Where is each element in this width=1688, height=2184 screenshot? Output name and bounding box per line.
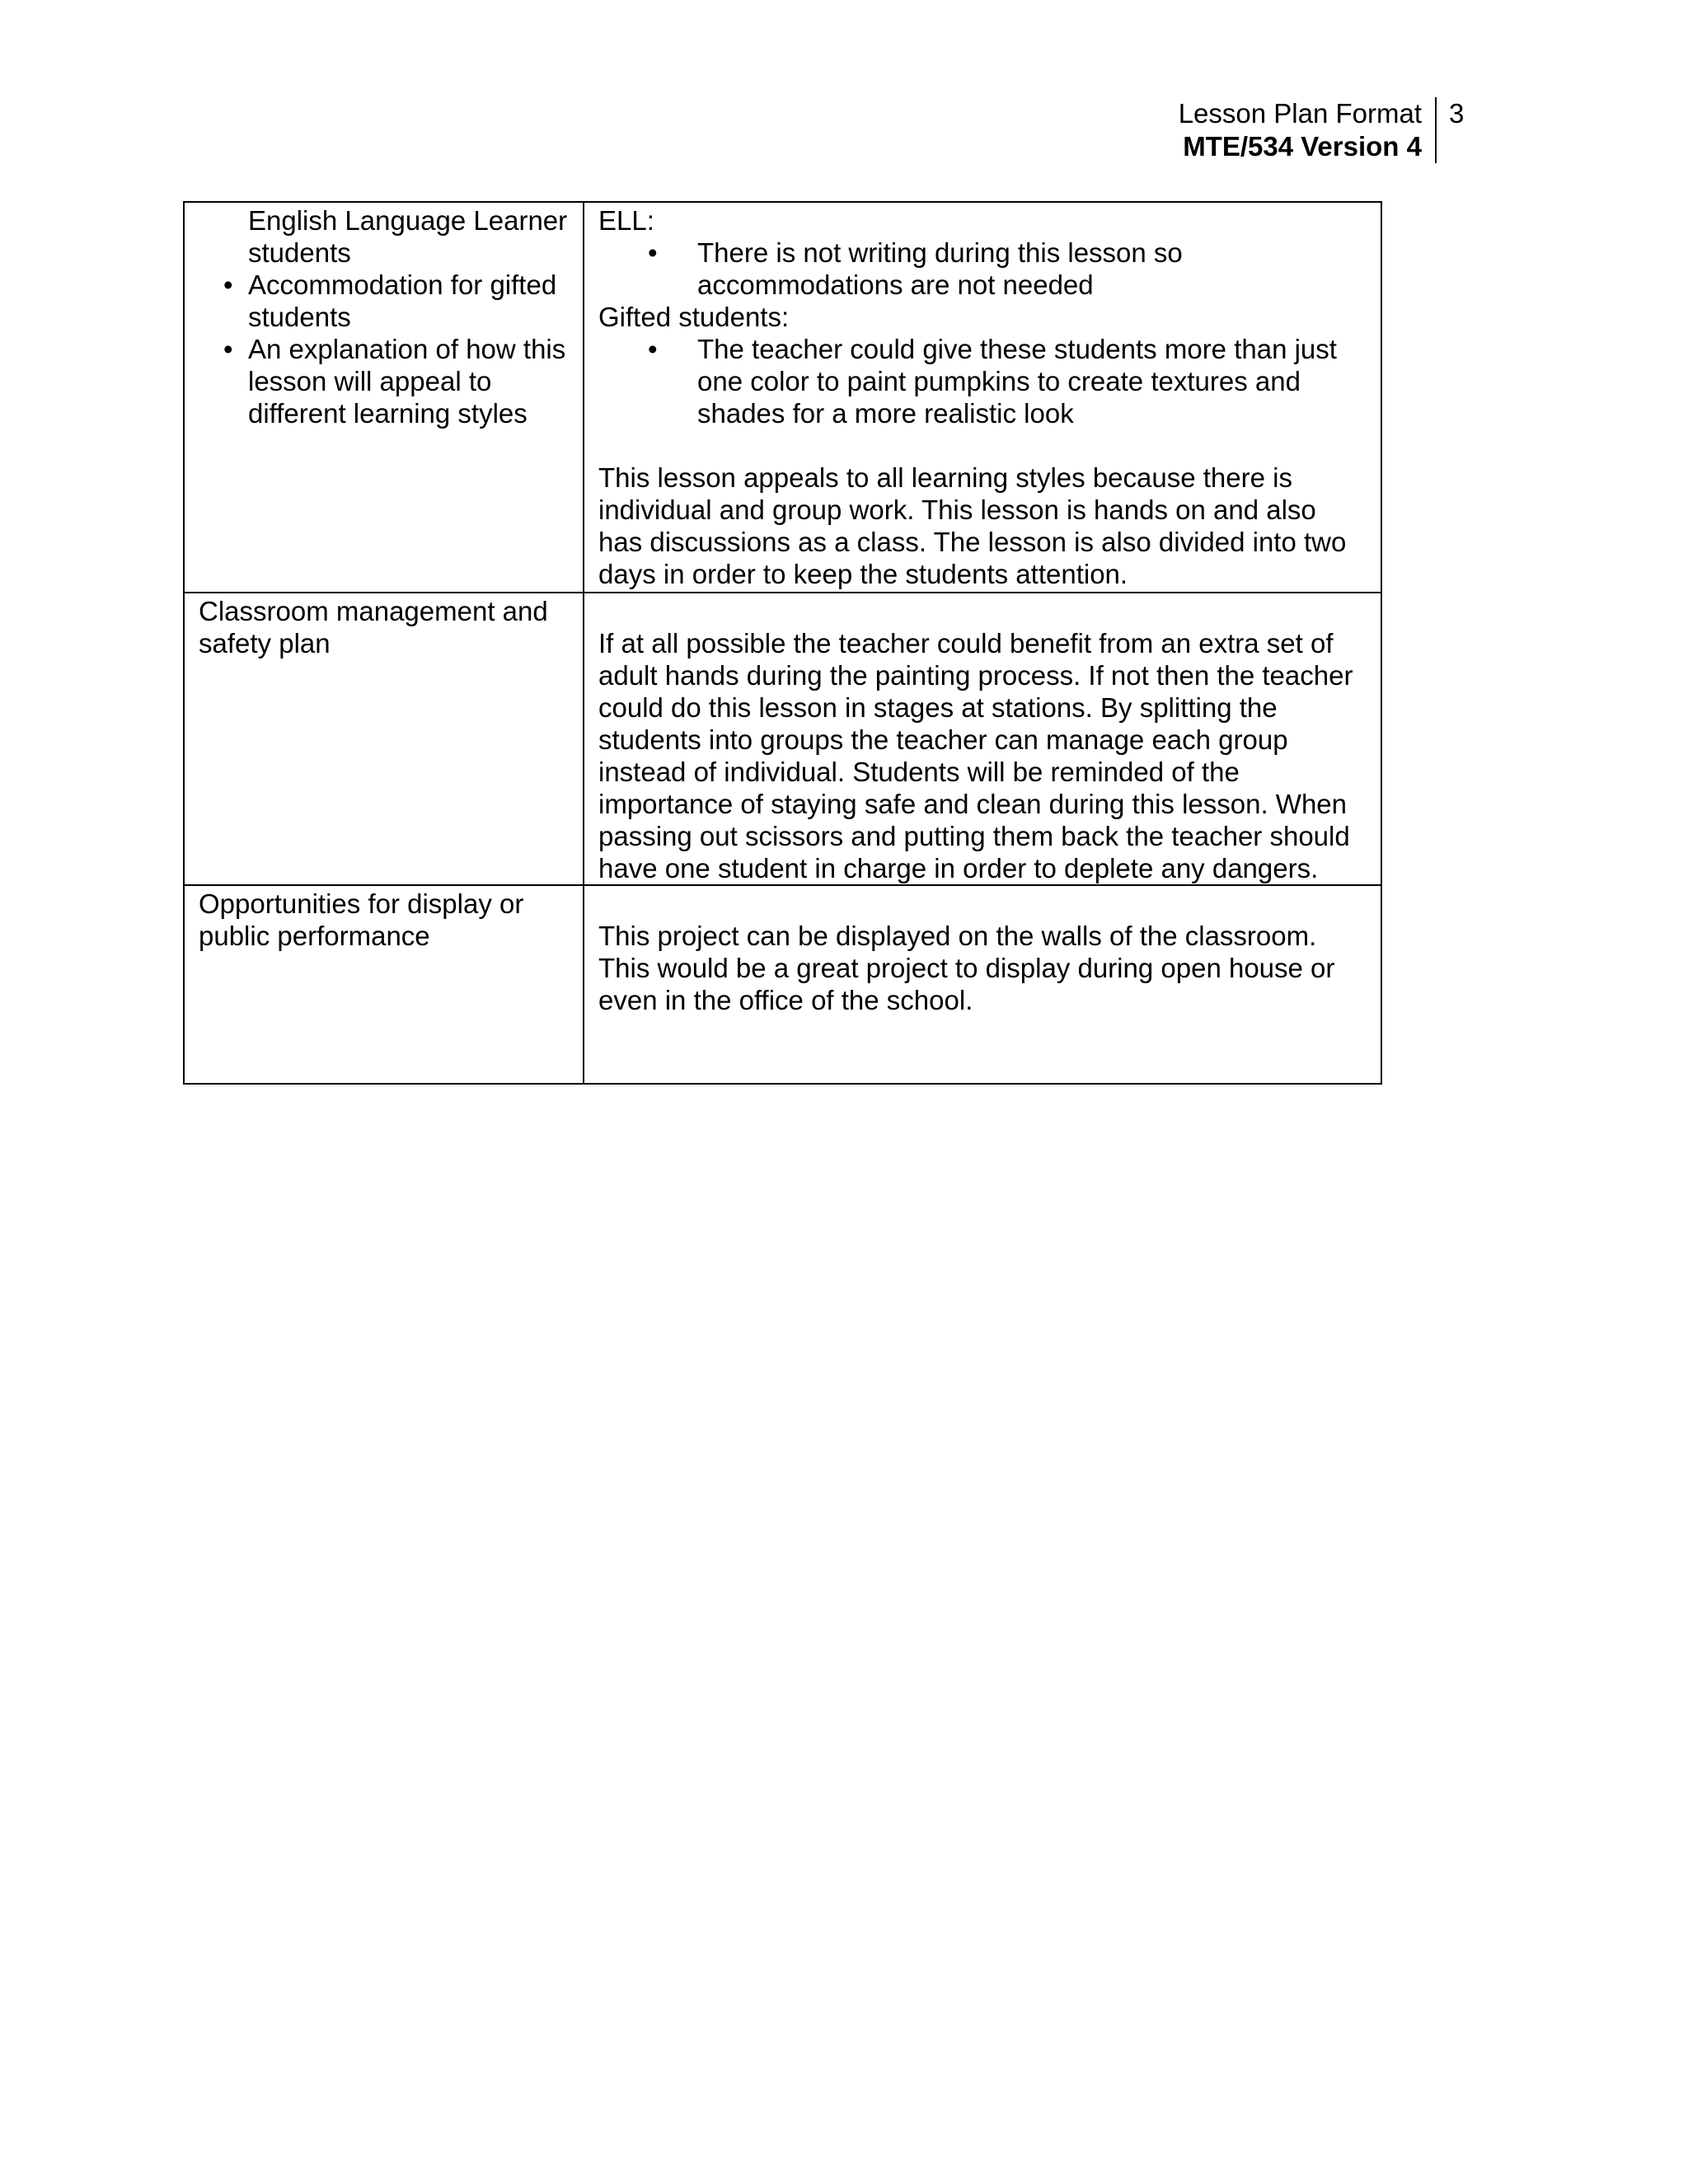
header-divider	[1435, 97, 1437, 163]
display-paragraph: This project can be displayed on the walls of the classroom. This would be a great project to display during open house or even in the office of the school.	[598, 921, 1335, 1015]
list-item: • The teacher could give these students more than just one color to paint pumpkins to create textures and shades for a more realistic look	[598, 333, 1367, 429]
row-content-cell	[584, 593, 1381, 885]
header-title: Lesson Plan Format	[1178, 98, 1422, 129]
row-label-cell	[184, 202, 584, 593]
lesson-plan-table	[183, 201, 1382, 1085]
ell-heading: ELL:	[598, 205, 654, 236]
blank-line	[598, 888, 1367, 920]
blank-line	[598, 595, 1367, 627]
row-label-cell: Classroom management and safety plan	[184, 593, 584, 885]
row-label-cell: Opportunities for display or public performance	[184, 885, 584, 1084]
table-row	[184, 593, 1381, 885]
header-course: MTE/534 Version 4	[1183, 131, 1422, 162]
list-item: • Accommodation for gifted students	[199, 269, 570, 333]
management-paragraph: If at all possible the teacher could benefit from an extra set of adult hands during the painting process. If not then the teacher could do this lesson in stages at stations. By splitting the students into groups the teacher can manage each group instead of individual. Students will be reminded of the importance of staying safe and clean during this lesson. When passing out scissors and putting them back the teacher should have one student in charge in order to deplete any dangers.	[598, 628, 1353, 883]
row-content-cell	[584, 885, 1381, 1084]
requirements-list	[199, 204, 570, 429]
list-item: • There is not writing during this lesson so accommodations are not needed	[598, 237, 1367, 301]
table-row	[184, 202, 1381, 593]
gifted-list	[598, 333, 1367, 429]
table-row	[184, 885, 1381, 1084]
ell-list	[598, 237, 1367, 301]
list-item: • An explanation of how this lesson will appeal to different learning styles	[199, 333, 570, 429]
learning-styles-paragraph: This lesson appeals to all learning styles because there is individual and group work. This lesson is hands on and also has discussions as a class. The lesson is also divided into two days in order to keep the students attention.	[598, 462, 1347, 589]
page-number: 3	[1449, 98, 1465, 129]
list-item: English Language Learner students	[248, 205, 568, 268]
gifted-heading: Gifted students:	[598, 302, 790, 332]
page-header	[1137, 97, 1422, 163]
row-content-cell	[584, 202, 1381, 593]
